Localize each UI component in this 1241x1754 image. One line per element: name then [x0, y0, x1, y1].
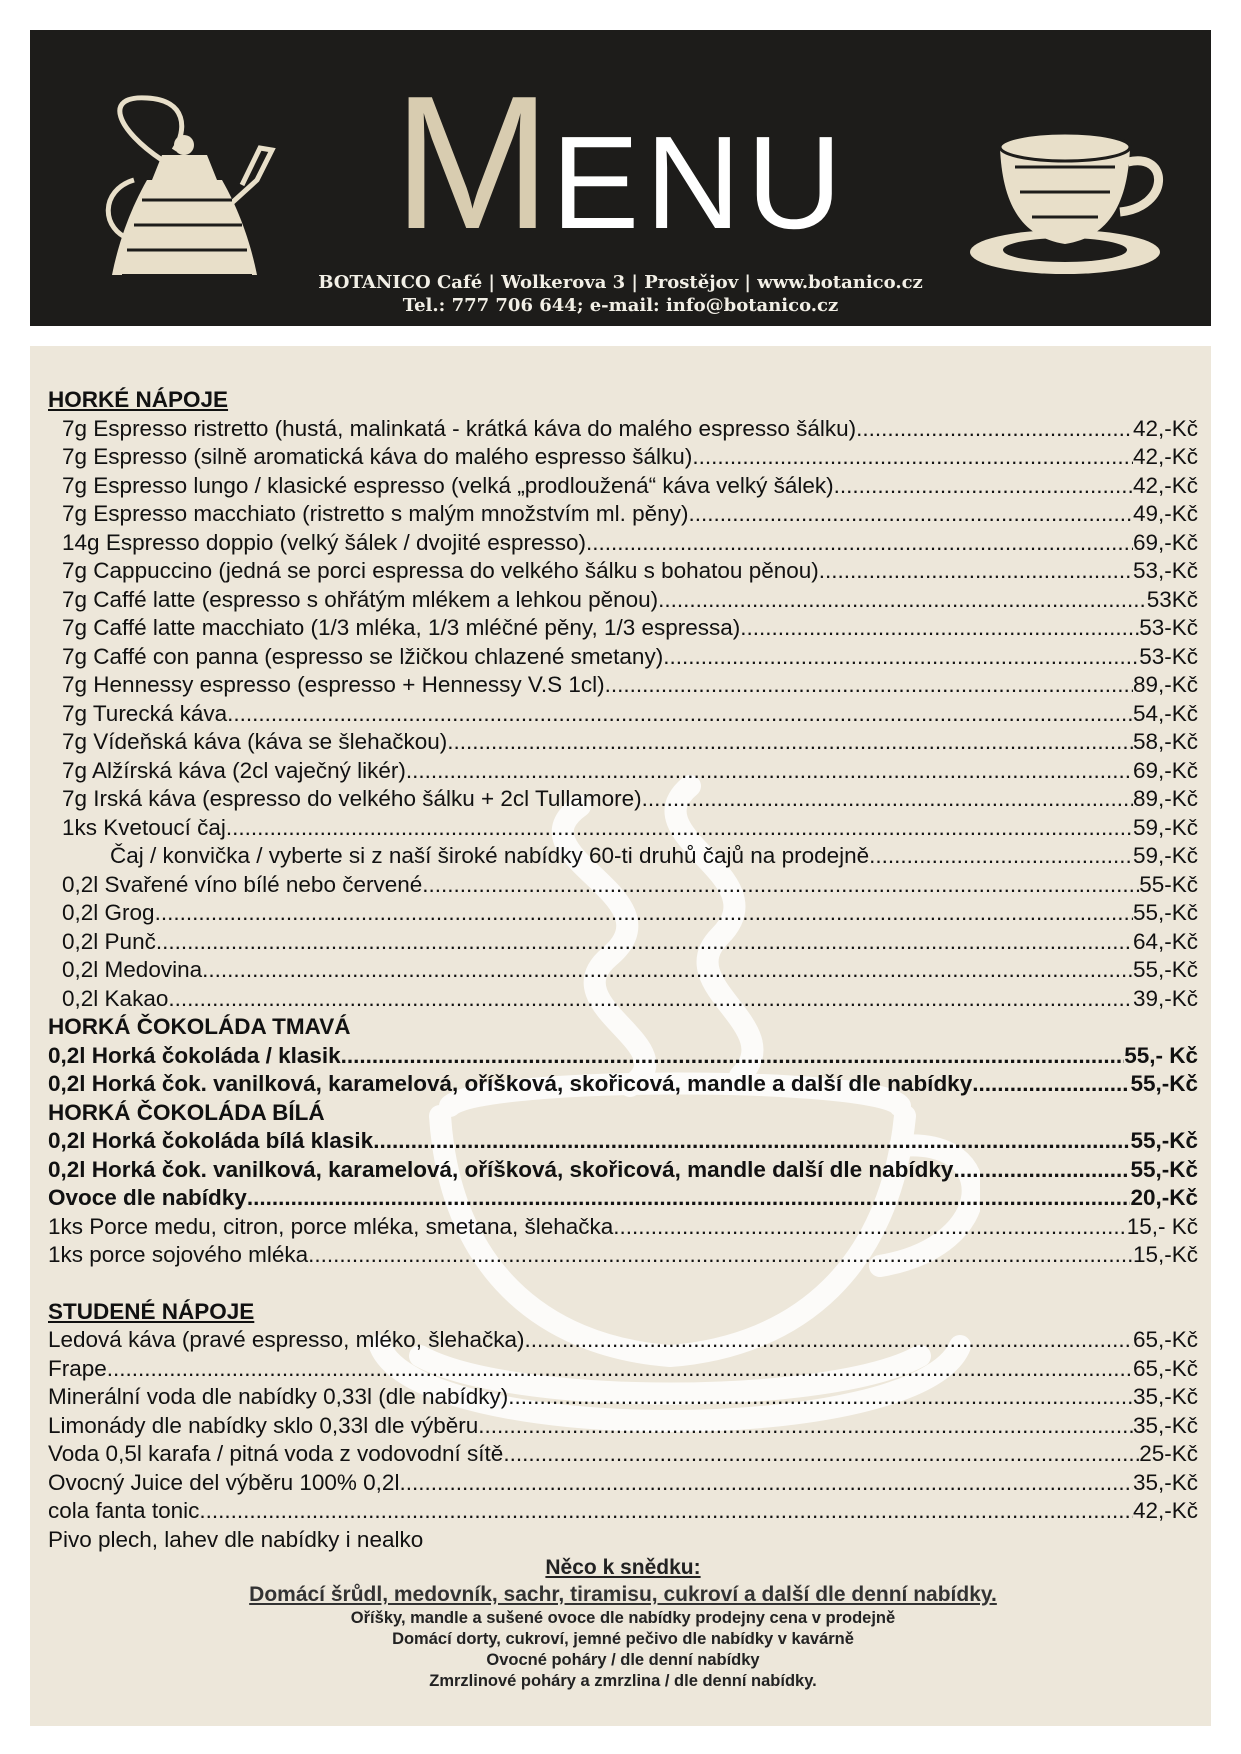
- menu-item: [48, 557, 1198, 586]
- menu-item-label: Ovocný Juice del výběru 100% 0,2l: [48, 1469, 400, 1495]
- cold-drinks-list: [48, 1326, 1198, 1554]
- dot-leader: [156, 928, 1133, 957]
- menu-item-label: Espresso (silně aromatická káva do malého espresso šálku): [93, 444, 693, 469]
- menu-item: [48, 529, 1198, 558]
- menu-item-label: Ledová káva (pravé espresso, mléko, šlehačka): [48, 1327, 525, 1352]
- menu-item-quantity: 0,2l: [48, 1156, 86, 1182]
- dot-leader: [586, 529, 1133, 558]
- menu-item-label: Ovoce dle nabídky: [48, 1185, 247, 1210]
- menu-item-label: Horká čok. vanilková, karamelová, oříšková, skořicová, mandle další dle nabídky: [91, 1156, 954, 1182]
- menu-item-name: [48, 785, 642, 814]
- menu-item-quantity: 1ks: [62, 814, 98, 840]
- menu-item: [48, 1355, 1198, 1384]
- snack-subheading: Domácí šrůdl, medovník, sachr, tiramisu, cukroví a další dle denní nabídky.: [249, 1583, 997, 1606]
- menu-item-quantity: 0,2l: [62, 985, 99, 1011]
- menu-header: [30, 30, 1211, 326]
- menu-item-name: [48, 1241, 308, 1270]
- snack-line: Domácí dorty, cukroví, jemné pečivo dle nabídky v kavárně: [392, 1630, 854, 1648]
- menu-item-name: [48, 728, 447, 757]
- menu-item: [48, 1497, 1198, 1526]
- dot-leader: [688, 500, 1133, 529]
- menu-item-price: 65,-Kč: [1132, 1355, 1198, 1381]
- dot-leader: [613, 1213, 1126, 1242]
- snack-line: Zmrzlinové poháry a zmrzlina / dle denní nabídky.: [429, 1672, 817, 1690]
- menu-item-name: [48, 1383, 508, 1412]
- menu-item: [48, 842, 1198, 871]
- menu-item-price: 15,- Kč: [1126, 1213, 1198, 1239]
- menu-item: [48, 415, 1198, 444]
- menu-item-price: 53,-Kč: [1132, 558, 1198, 583]
- menu-item-quantity: 7g: [62, 444, 88, 469]
- menu-item-price: 35,-Kč: [1132, 1412, 1198, 1438]
- menu-item-label: Frape: [48, 1355, 107, 1381]
- menu-item-quantity: 7g: [62, 586, 88, 612]
- menu-item-name: [48, 1497, 199, 1526]
- menu-item-label: Vídeňská káva (káva se šlehačkou): [93, 729, 448, 754]
- menu-item-label: Espresso ristretto (hustá, malinkatá - krátká káva do malého espresso šálku): [93, 415, 857, 441]
- menu-item: [48, 1469, 1198, 1498]
- menu-item-quantity: 7g: [62, 558, 88, 583]
- menu-item-label: Espresso doppio (velký šálek / dvojité espresso): [105, 529, 587, 555]
- section-heading-white-chocolate: HORKÁ ČOKOLÁDA BÍLÁ: [48, 1099, 325, 1125]
- menu-item-name: [48, 1070, 972, 1099]
- menu-item-label: Alžírská káva (2cl vaječný likér): [92, 757, 406, 783]
- menu-item-price: 35,-Kč: [1132, 1469, 1198, 1495]
- dot-leader: [605, 671, 1133, 700]
- menu-item-quantity: 7g: [62, 472, 88, 498]
- dark-chocolate-list: [48, 1042, 1198, 1099]
- menu-item-price: 55,-Kč: [1130, 1128, 1198, 1153]
- dot-leader: [658, 586, 1147, 615]
- menu-item: [48, 614, 1198, 643]
- dot-leader: [107, 1355, 1133, 1384]
- menu-item-name: [48, 956, 202, 985]
- menu-item-quantity: 0,2l: [48, 1128, 86, 1153]
- menu-item-name: [48, 871, 422, 900]
- section-heading-cold: STUDENÉ NÁPOJE: [48, 1298, 255, 1324]
- menu-item-price: 65,-Kč: [1132, 1327, 1198, 1352]
- menu-item-label: Svařené víno bílé nebo červené: [104, 871, 423, 897]
- dot-leader: [525, 1326, 1133, 1355]
- menu-item: [48, 1326, 1198, 1355]
- dot-leader: [341, 1042, 1125, 1071]
- menu-item-name: [48, 899, 155, 928]
- menu-item-price: 55,- Kč: [1124, 1042, 1198, 1068]
- menu-item-name: [48, 1355, 107, 1384]
- menu-item: [48, 1526, 1198, 1555]
- menu-item-price: 59,-Kč: [1132, 814, 1198, 840]
- dot-leader: [247, 1184, 1131, 1213]
- menu-item-quantity: 0,2l: [62, 957, 99, 982]
- menu-item-price: 15,-Kč: [1132, 1242, 1198, 1267]
- dot-leader: [447, 728, 1133, 757]
- section-heading-hot: HORKÉ NÁPOJE: [48, 387, 229, 412]
- menu-item: [48, 956, 1198, 985]
- hot-drinks-list: [48, 415, 1198, 1014]
- menu-item-quantity: 1ks: [48, 1242, 84, 1267]
- menu-item-quantity: 7g: [62, 700, 88, 726]
- menu-list: [48, 386, 1198, 1692]
- menu-item-name: [48, 1440, 503, 1469]
- dot-leader: [406, 757, 1133, 786]
- menu-item: [48, 757, 1198, 786]
- menu-item-price: 49,-Kč: [1132, 501, 1198, 526]
- menu-item-name: [48, 586, 658, 615]
- menu-item-label: Irská káva (espresso do velkého šálku + 2cl Tullamore): [93, 786, 642, 811]
- menu-item-label: Punč: [104, 928, 156, 954]
- menu-item-name: [48, 671, 605, 700]
- menu-item-name: [48, 928, 156, 957]
- dot-leader: [199, 1497, 1133, 1526]
- menu-item-name: [48, 1526, 423, 1555]
- menu-item-price: 55,-Kč: [1130, 1156, 1198, 1182]
- menu-item-quantity: 7g: [62, 729, 88, 754]
- menu-item-label: Kakao: [104, 985, 169, 1011]
- menu-item-label: Caffé latte macchiato (1/3 mléka, 1/3 mléčné pěny, 1/3 espressa): [93, 615, 741, 640]
- dot-leader: [508, 1383, 1133, 1412]
- menu-item-quantity: 1ks: [48, 1213, 84, 1239]
- menu-item: [48, 728, 1198, 757]
- menu-item-price: 42,-Kč: [1132, 1498, 1198, 1523]
- menu-item: [48, 899, 1198, 928]
- dot-leader: [663, 643, 1139, 672]
- extras-list: [48, 1213, 1198, 1270]
- dot-leader: [856, 415, 1133, 444]
- dot-leader: [155, 899, 1133, 928]
- dot-leader: [308, 1241, 1133, 1270]
- menu-item-label: Medovina: [104, 957, 203, 982]
- menu-item: [48, 1241, 1198, 1270]
- menu-item-name: [48, 700, 227, 729]
- menu-item-name: [48, 472, 834, 501]
- menu-item-price: 54,-Kč: [1132, 700, 1198, 726]
- menu-item: [48, 1383, 1198, 1412]
- menu-item-price: 42,-Kč: [1132, 415, 1198, 441]
- menu-item-price: 42,-Kč: [1132, 444, 1198, 469]
- menu-item-price: 53-Kč: [1139, 643, 1198, 669]
- menu-item-name: [48, 614, 740, 643]
- menu-item-price: 53Kč: [1146, 586, 1198, 612]
- snack-heading: Něco k snědku:: [545, 1556, 701, 1579]
- menu-item: [48, 985, 1198, 1014]
- snack-line: Oříšky, mandle a sušené ovoce dle nabídky prodejny cena v prodejně: [350, 1609, 896, 1627]
- menu-item: [48, 928, 1198, 957]
- menu-item-price: 55,-Kč: [1132, 900, 1198, 925]
- contact-line-2: Tel.: 777 706 644; e-mail: info@botanico.cz: [402, 295, 839, 316]
- menu-title-rest: ENU: [551, 109, 848, 256]
- menu-item: [48, 1213, 1198, 1242]
- menu-body: [30, 346, 1211, 1726]
- menu-item-name: [48, 1326, 525, 1355]
- menu-item-label: Porce medu, citron, porce mléka, smetana, šlehačka: [89, 1213, 614, 1239]
- menu-item-label: Caffé con panna (espresso se lžičkou chlazené smetany): [93, 643, 664, 669]
- menu-item: [48, 500, 1198, 529]
- menu-item-label: Čaj / konvička / vyberte si z naší široké nabídky 60-ti druhů čajů na prodejně: [110, 843, 870, 868]
- menu-item-price: 55,-Kč: [1132, 957, 1198, 982]
- snack-line: Ovocné poháry / dle denní nabídky: [486, 1651, 760, 1669]
- menu-item-label: porce sojového mléka: [89, 1242, 309, 1267]
- menu-item-quantity: 7g: [62, 643, 88, 669]
- menu-item: [48, 671, 1198, 700]
- menu-item-price: 89,-Kč: [1132, 786, 1198, 811]
- menu-item-name: [48, 1412, 510, 1441]
- menu-item: [48, 472, 1198, 501]
- menu-item-quantity: 7g: [62, 415, 88, 441]
- menu-item-label: Horká čok. vanilková, karamelová, oříšková, skořicová, mandle a další dle nabídky: [91, 1071, 973, 1096]
- dot-leader: [227, 700, 1133, 729]
- menu-item-quantity: 7g: [62, 501, 88, 526]
- dot-leader: [972, 1070, 1130, 1099]
- menu-item-quantity: 0,2l: [48, 1071, 86, 1096]
- menu-item-label: Caffé latte (espresso s ohřátým mlékem a lehkou pěnou): [93, 586, 659, 612]
- menu-item-quantity: 0,2l: [62, 871, 99, 897]
- menu-item-quantity: 7g: [62, 757, 88, 783]
- menu-item-name: [48, 443, 692, 472]
- menu-item: [48, 700, 1198, 729]
- menu-item: [48, 1184, 1198, 1213]
- menu-item-label: Hennessy espresso (espresso + Hennessy V.S 1cl): [93, 672, 605, 697]
- menu-item-label: Espresso lungo / klasické espresso (velká „prodloužená“ káva velký šálek): [93, 472, 834, 498]
- dot-leader: [953, 1156, 1130, 1185]
- menu-item-price: 55-Kč: [1139, 871, 1198, 897]
- menu-item: [48, 1127, 1198, 1156]
- contact-line-1: BOTANICO Café | Wolkerova 3 | Prostějov | www.botanico.cz: [318, 272, 923, 293]
- menu-item-quantity: 0,2l: [62, 928, 99, 954]
- menu-item-name: [48, 1184, 247, 1213]
- menu-item: [48, 1070, 1198, 1099]
- menu-item-label: Grog: [104, 900, 155, 925]
- dot-leader: [503, 1440, 1139, 1469]
- dot-leader: [692, 443, 1133, 472]
- menu-item-label: Pivo plech, lahev dle nabídky i nealko: [48, 1526, 424, 1552]
- menu-item-name: [48, 500, 688, 529]
- dot-leader: [168, 985, 1133, 1014]
- dot-leader: [422, 871, 1139, 900]
- menu-item-label: cola fanta tonic: [48, 1498, 200, 1523]
- menu-item: [48, 1412, 1198, 1441]
- dot-leader: [834, 472, 1133, 501]
- menu-item: [48, 443, 1198, 472]
- menu-item-price: 20,-Kč: [1130, 1185, 1198, 1210]
- menu-item: [48, 785, 1198, 814]
- menu-item-price: 58,-Kč: [1132, 729, 1198, 754]
- snack-section: [48, 1554, 1198, 1692]
- menu-item: [48, 643, 1198, 672]
- menu-item-name: [48, 842, 869, 871]
- menu-item-price: 55,-Kč: [1130, 1071, 1198, 1096]
- menu-item-price: 25-Kč: [1139, 1441, 1198, 1466]
- menu-item-label: Limonády dle nabídky sklo 0,33l dle výběru.....: [48, 1412, 510, 1438]
- menu-item-price: 69,-Kč: [1132, 757, 1198, 783]
- menu-item-price: 39,-Kč: [1132, 985, 1198, 1011]
- white-chocolate-list: [48, 1127, 1198, 1213]
- menu-item-name: [48, 757, 406, 786]
- menu-item-name: [48, 643, 663, 672]
- menu-item-name: [48, 985, 168, 1014]
- menu-item-name: [48, 1156, 953, 1185]
- menu-item-name: [48, 557, 819, 586]
- dot-leader: [642, 785, 1133, 814]
- menu-item-price: 59,-Kč: [1132, 843, 1198, 868]
- menu-item-name: [48, 814, 226, 843]
- menu-item-price: 53-Kč: [1139, 615, 1198, 640]
- dot-leader: [510, 1412, 1133, 1441]
- menu-item-quantity: 7g: [62, 615, 88, 640]
- menu-item-label: Kvetoucí čaj: [103, 814, 226, 840]
- menu-item: [48, 1042, 1198, 1071]
- menu-item-label: Voda 0,5l karafa / pitná voda z vodovodní sítě: [48, 1441, 504, 1466]
- menu-item-name: [48, 529, 586, 558]
- coffee-cup-icon: [960, 122, 1170, 282]
- menu-item-price: 69,-Kč: [1132, 529, 1198, 555]
- menu-item-label: Espresso macchiato (ristretto s malým množstvím ml. pěny): [93, 501, 689, 526]
- menu-item-price: 35,-Kč: [1132, 1384, 1198, 1409]
- menu-item-quantity: 7g: [62, 672, 88, 697]
- menu-title-initial: M: [393, 57, 552, 269]
- menu-item-quantity: 0,2l: [62, 900, 99, 925]
- menu-item: [48, 814, 1198, 843]
- menu-item-name: [48, 415, 856, 444]
- menu-item-price: 89,-Kč: [1132, 672, 1198, 697]
- menu-item-name: [48, 1127, 373, 1156]
- menu-item-name: [48, 1213, 613, 1242]
- section-heading-dark-chocolate: HORKÁ ČOKOLÁDA TMAVÁ: [48, 1014, 351, 1039]
- dot-leader: [226, 814, 1133, 843]
- menu-item-quantity: 7g: [62, 786, 88, 811]
- dot-leader: [373, 1127, 1130, 1156]
- menu-item-quantity: 14g: [62, 529, 100, 555]
- dot-leader: [819, 557, 1133, 586]
- menu-item-label: Cappuccino (jedná se porci espressa do velkého šálku s bohatou pěnou): [93, 558, 819, 583]
- menu-item-price: 42,-Kč: [1132, 472, 1198, 498]
- menu-item-quantity: 0,2l: [48, 1042, 86, 1068]
- menu-item-label: Horká čokoláda / klasik: [91, 1042, 341, 1068]
- dot-leader: [740, 614, 1139, 643]
- menu-item-price: 64,-Kč: [1132, 928, 1198, 954]
- menu-item: [48, 871, 1198, 900]
- menu-item-name: [48, 1469, 399, 1498]
- menu-item: [48, 1156, 1198, 1185]
- menu-item: [48, 586, 1198, 615]
- dot-leader: [869, 842, 1133, 871]
- dot-leader: [202, 956, 1133, 985]
- menu-item-name: [48, 1042, 341, 1071]
- menu-item: [48, 1440, 1198, 1469]
- menu-item-label: Minerální voda dle nabídky 0,33l (dle nabídky): [48, 1384, 509, 1409]
- dot-leader: [399, 1469, 1133, 1498]
- menu-item-label: Horká čokoláda bílá klasik: [91, 1128, 374, 1153]
- menu-item-label: Turecká káva: [92, 700, 228, 726]
